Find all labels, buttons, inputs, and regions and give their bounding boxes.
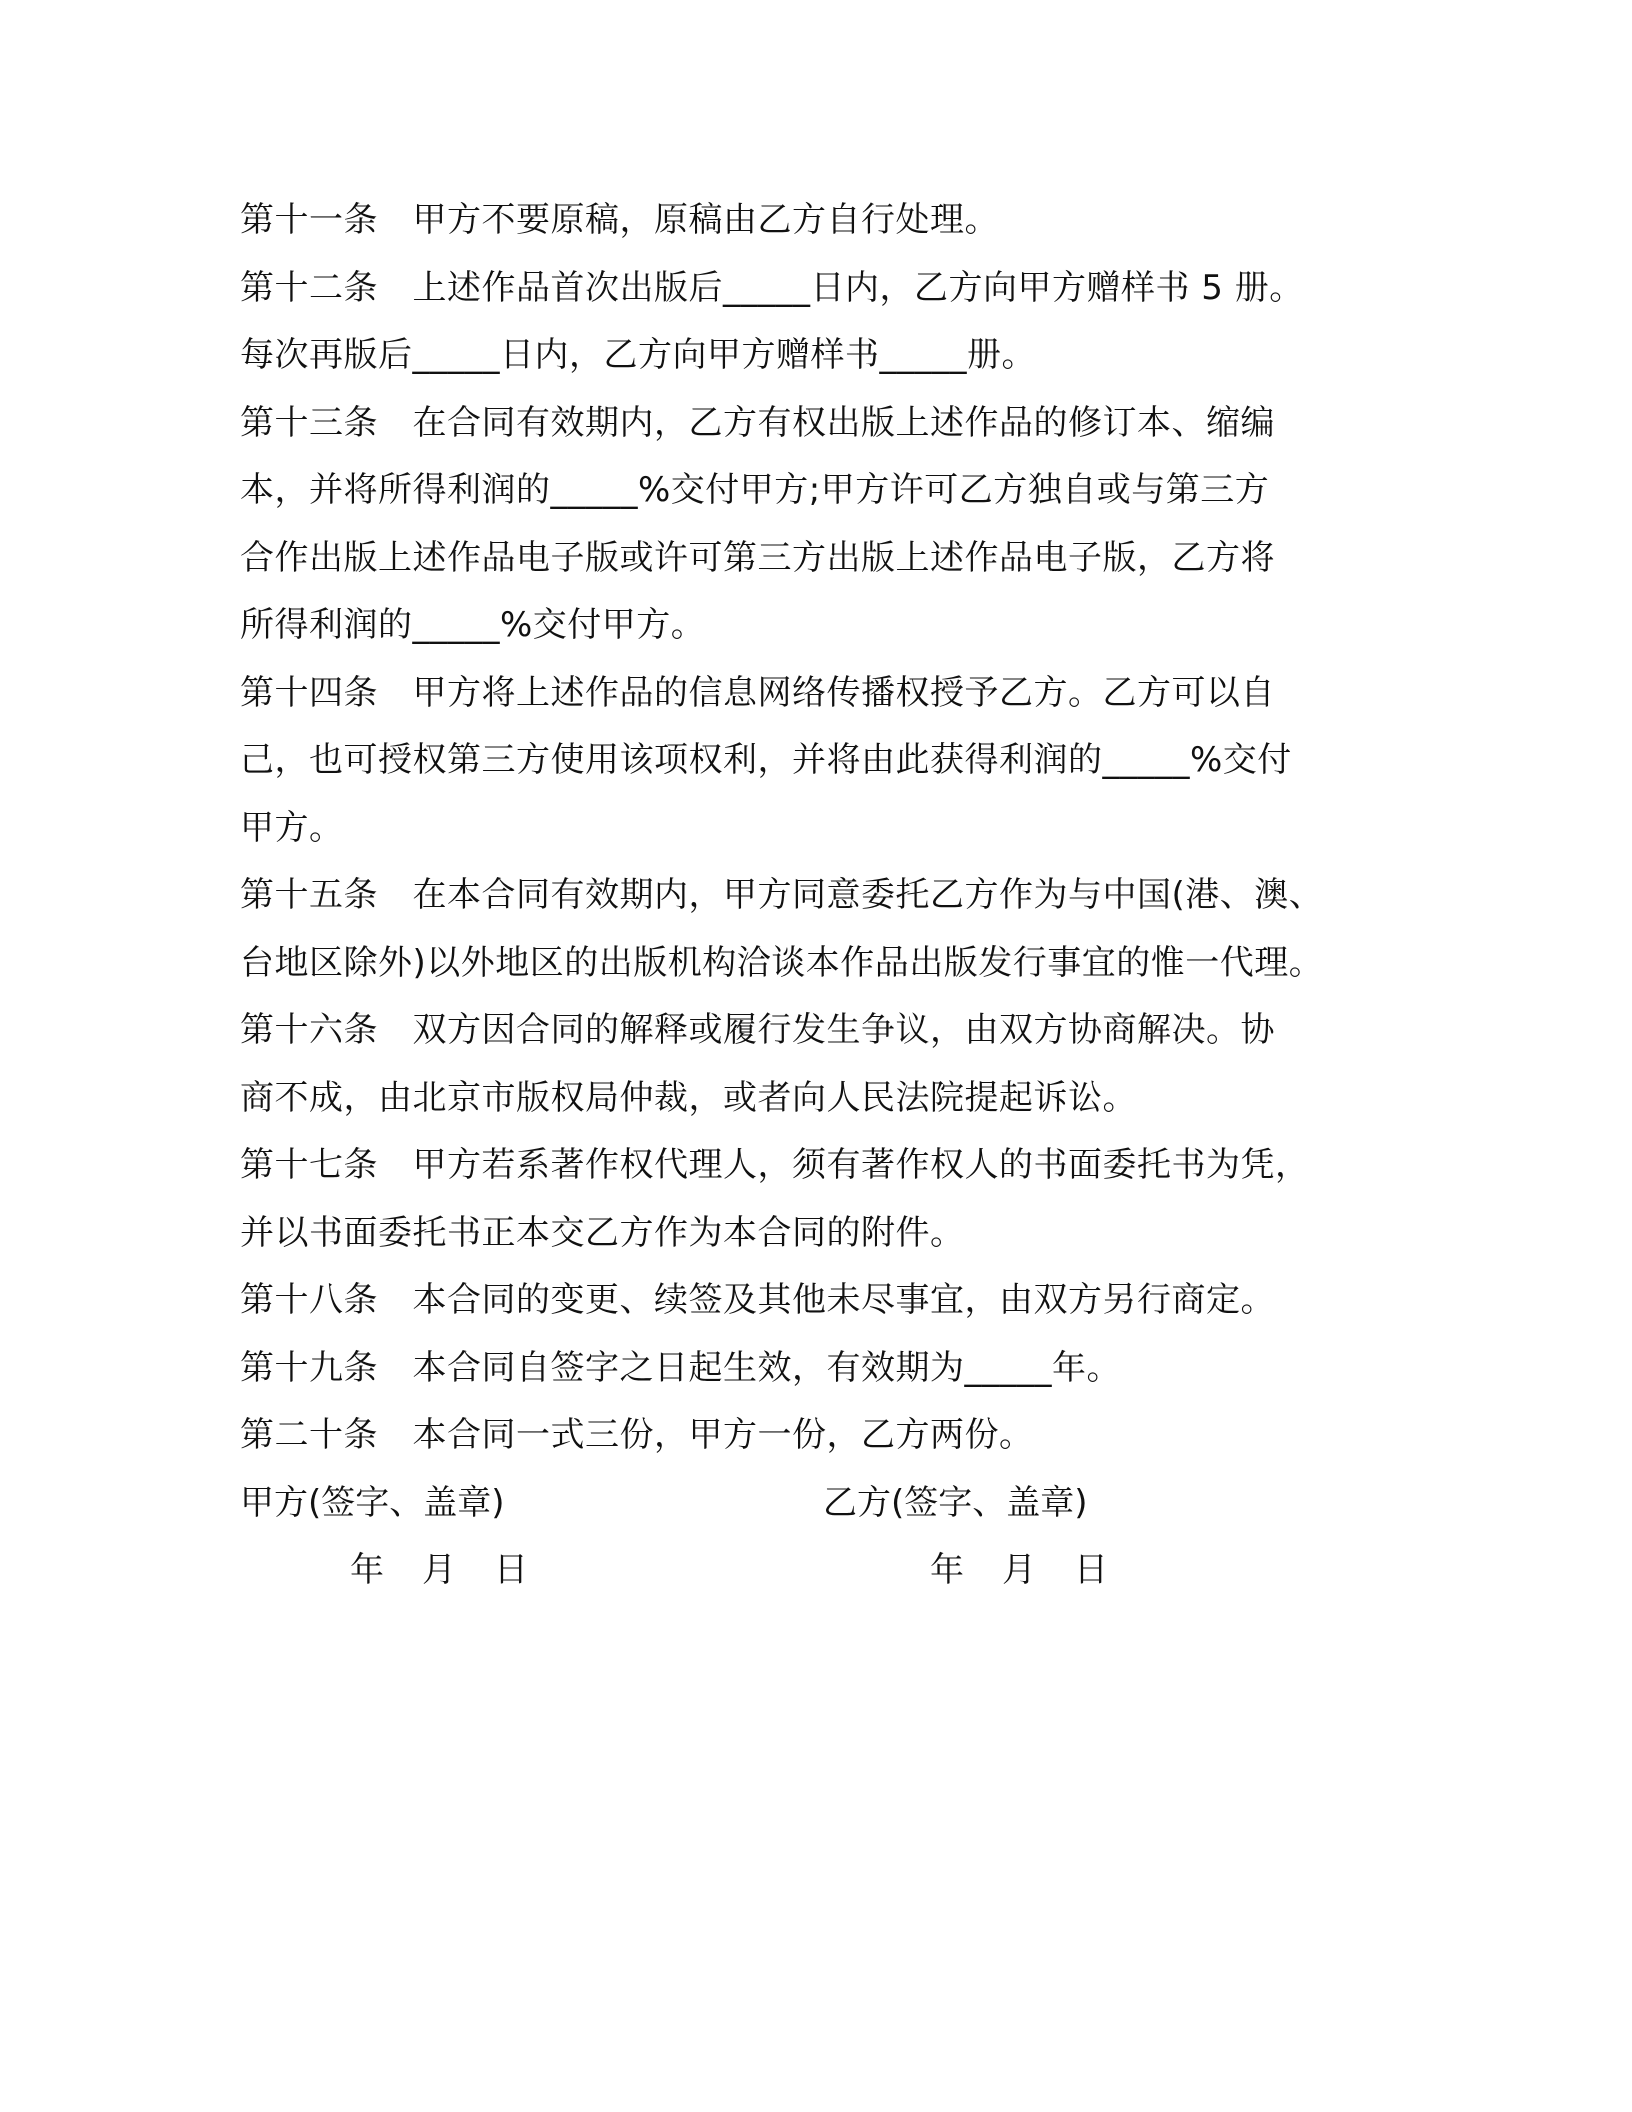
clause-13-line-2: 本，并将所得利润的_____%交付甲方;甲方许可乙方独自或与第三方 (240, 470, 1270, 510)
party-a-date (350, 1537, 528, 1605)
date-row (240, 1537, 1400, 1605)
party-b-date (930, 1537, 1108, 1605)
clause-16-line-1: 第十六条 双方因合同的解释或履行发生争议，由双方协商解决。协 (240, 1010, 1275, 1050)
clause-13-line-3: 合作出版上述作品电子版或许可第三方出版上述作品电子版，乙方将 (240, 537, 1275, 578)
clause-18-line-1: 第十八条 本合同的变更、续签及其他未尽事宜，由双方另行商定。 (240, 1280, 1275, 1320)
party-b-date-year: 年 (930, 1550, 964, 1590)
party-a-date-day: 日 (494, 1550, 528, 1590)
clause-20-line-1: 第二十条 本合同一式三份，甲方一份，乙方两份。 (240, 1415, 1034, 1455)
clause-14-line-2: 己，也可授权第三方使用该项权利，并将由此获得利润的_____%交付 (240, 740, 1292, 780)
clause-19-line-1: 第十九条 本合同自签字之日起生效，有效期为_____年。 (240, 1347, 1121, 1388)
clause-15-line-2: 台地区除外)以外地区的出版机构洽谈本作品出版发行事宜的惟一代理。 (240, 942, 1324, 983)
party-b-date-month: 月 (1002, 1550, 1036, 1590)
party-a-date-year: 年 (350, 1550, 384, 1590)
clause-12-line-2: 每次再版后_____日内，乙方向甲方赠样书_____册。 (240, 335, 1036, 375)
clause-11-line-1: 第十一条 甲方不要原稿，原稿由乙方自行处理。 (240, 200, 999, 240)
contract-body (240, 187, 1400, 1605)
party-a-signature-label: 甲方(签字、盖章) (240, 1482, 505, 1523)
clause-12-line-1: 第十二条 上述作品首次出版后_____日内，乙方向甲方赠样书 5 册。 (240, 267, 1304, 308)
clause-17-line-2: 并以书面委托书正本交乙方作为本合同的附件。 (240, 1212, 965, 1253)
signature-row (240, 1470, 1400, 1538)
clause-13-line-4: 所得利润的_____%交付甲方。 (240, 605, 706, 645)
clause-17-line-1: 第十七条 甲方若系著作权代理人，须有著作权人的书面委托书为凭， (240, 1145, 1310, 1185)
clause-15-line-1: 第十五条 在本合同有效期内，甲方同意委托乙方作为与中国(港、澳、 (240, 875, 1324, 915)
party-b-date-day: 日 (1074, 1550, 1108, 1590)
party-b-signature-label: 乙方(签字、盖章) (823, 1482, 1088, 1523)
clause-14-line-1: 第十四条 甲方将上述作品的信息网络传播权授予乙方。乙方可以自 (240, 672, 1275, 713)
clause-13-line-1: 第十三条 在合同有效期内，乙方有权出版上述作品的修订本、缩编 (240, 402, 1275, 443)
clause-14-line-3: 甲方。 (240, 807, 344, 848)
clause-16-line-2: 商不成，由北京市版权局仲裁，或者向人民法院提起诉讼。 (240, 1077, 1137, 1118)
party-a-date-month: 月 (422, 1550, 456, 1590)
